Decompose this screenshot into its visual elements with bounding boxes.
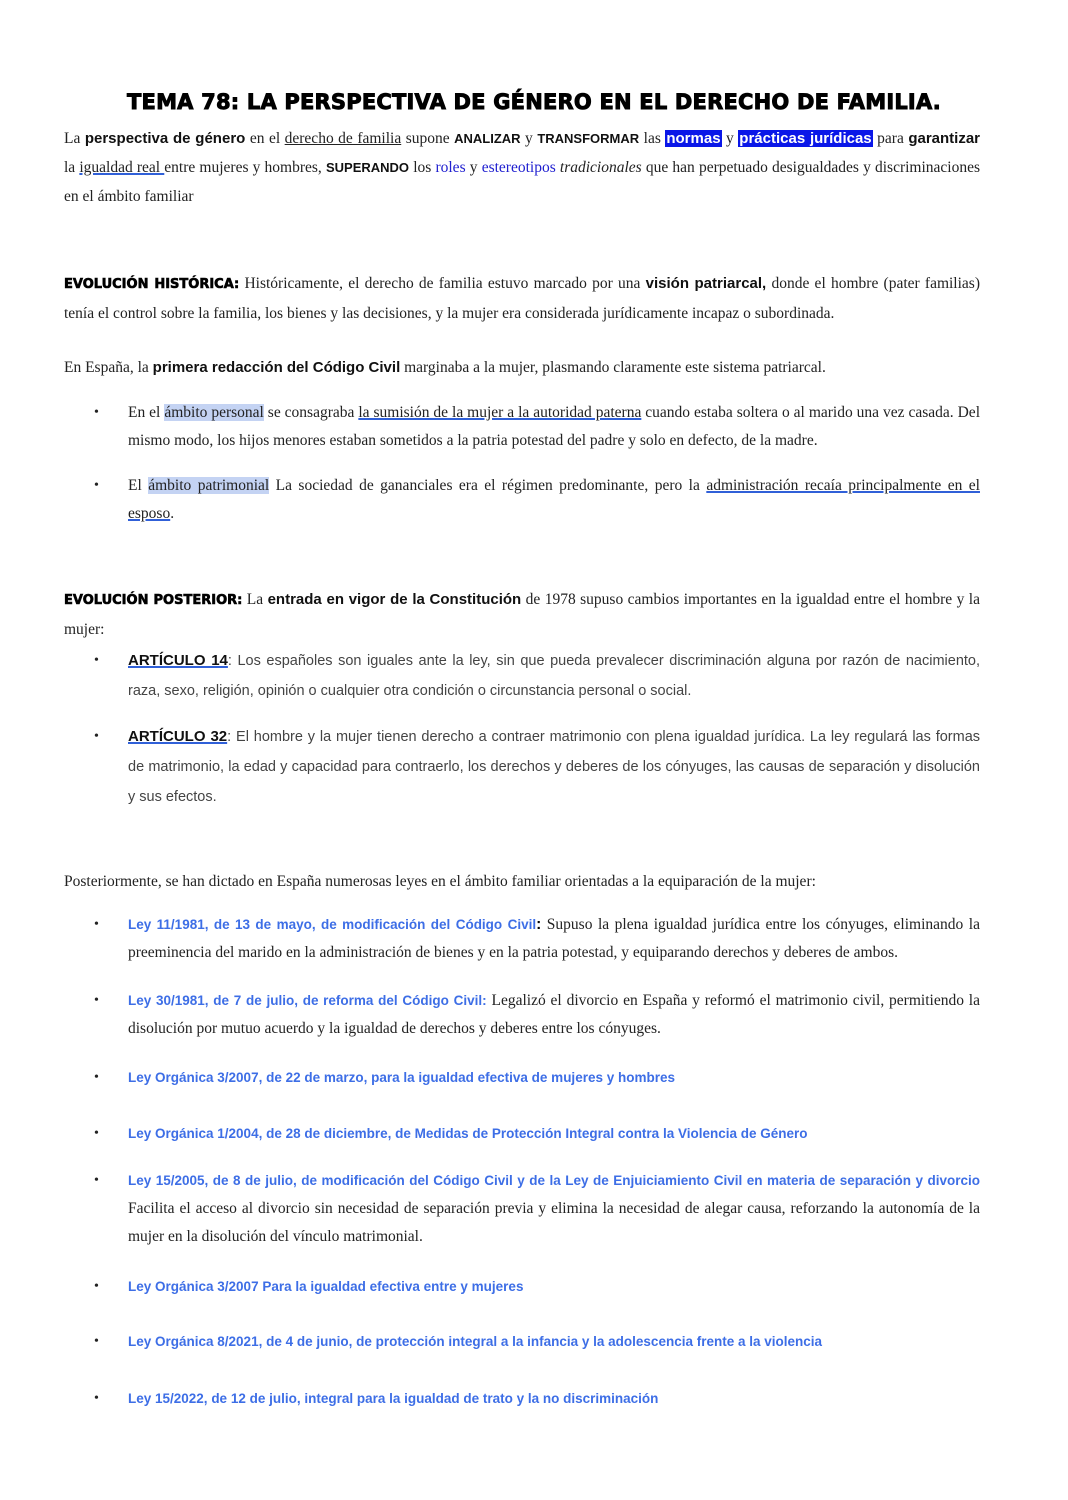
bold-text: garantizar xyxy=(908,130,981,147)
article-label: ARTÍCULO 32 xyxy=(128,728,228,745)
text: los xyxy=(409,159,436,176)
bullet-icon: • xyxy=(94,478,99,493)
section-heading: EVOLUCIÓN HISTÓRICA: xyxy=(64,277,240,292)
text: se consagraba xyxy=(263,404,359,421)
article-label: ARTÍCULO 14 xyxy=(128,652,228,669)
text: Facilita el acceso al divorcio sin necesidad de separación previa y elimina la necesidad de alegar causa, reforzando la autonomía de la mujer en la disolución del vínculo matrimonial. xyxy=(128,1200,980,1245)
bullet-icon: • xyxy=(94,1173,99,1188)
law-title: Ley Orgánica 8/2021, de 4 de junio, de protección integral a la infancia y la adolescencia frente a la violencia xyxy=(128,1334,823,1349)
underlined-text: derecho de familia xyxy=(284,130,402,147)
text: Históricamente, el derecho de familia estuvo marcado por una xyxy=(239,275,646,292)
caps-text: TRANSFORMAR xyxy=(537,131,640,146)
article-text: : Los españoles son iguales ante la ley, sin que pueda prevalecer discriminación alguna por razón de nacimiento, raza, sexo, religión, opinión o cualquier otra condición o circunstancia personal o social. xyxy=(128,653,981,699)
law-title: Ley 30/1981, de 7 de julio, de reforma del Código Civil: xyxy=(128,993,487,1008)
laws-intro-paragraph xyxy=(64,867,980,896)
text: La xyxy=(242,591,268,608)
law-title: Ley 15/2005, de 8 de julio, de modificación del Código Civil y de la Ley de Enjuiciamiento Civil en materia de separación y divorcio xyxy=(128,1173,980,1188)
text: cuando estaba soltera o al marido una vez casada. Del mismo modo, los hijos menores estaban sometidos a la patria potestad del padre y solo en defecto, de la madre. xyxy=(128,404,980,449)
list-item-article-32 xyxy=(94,722,981,812)
law-item xyxy=(94,1385,980,1413)
text: en el xyxy=(245,130,285,147)
list-item-article-14 xyxy=(94,646,981,706)
text: : xyxy=(536,916,542,933)
text: y xyxy=(465,159,482,176)
underlined-text: la sumisión de la mujer a la autoridad paterna xyxy=(358,404,642,421)
blue-text: roles xyxy=(435,159,466,176)
bullet-icon: • xyxy=(94,1126,99,1141)
bullet-icon: • xyxy=(94,405,99,420)
law-item xyxy=(94,1167,980,1251)
text: En el xyxy=(128,404,165,421)
law-item xyxy=(94,1328,980,1356)
caps-text: ANALIZAR xyxy=(454,131,521,146)
text: supone xyxy=(401,130,455,147)
law-item xyxy=(94,911,980,967)
text: de 1978 supuso cambios importantes en la igualdad entre el hombre y la mujer: xyxy=(64,591,980,638)
text: la xyxy=(64,159,80,176)
list-item xyxy=(94,399,980,455)
text: y xyxy=(520,130,538,147)
document-title: TEMA 78: LA PERSPECTIVA DE GÉNERO EN EL DERECHO DE FAMILIA. xyxy=(127,90,941,114)
highlighted-text: normas xyxy=(666,130,721,147)
text: marginaba a la mujer, plasmando claramente este sistema patriarcal. xyxy=(400,359,826,376)
law-title: Ley Orgánica 1/2004, de 28 de diciembre, de Medidas de Protección Integral contra la Violencia de Género xyxy=(128,1126,808,1141)
italic-text: tradicionales xyxy=(559,159,642,176)
selected-text: ámbito personal xyxy=(164,404,264,421)
text: que han perpetuado desigualdades y discriminaciones en el ámbito familiar xyxy=(64,159,981,205)
section-heading: EVOLUCIÓN POSTERIOR: xyxy=(64,593,243,608)
law-item xyxy=(94,1120,980,1148)
selected-text: ámbito patrimonial xyxy=(148,477,270,494)
law-item xyxy=(94,1064,980,1092)
text: Posteriormente, se han dictado en España numerosas leyes en el ámbito familiar orientadas a la equiparación de la mujer: xyxy=(64,873,816,890)
text: donde el hombre (pater familias) tenía el control sobre la familia, los bienes y las decisiones, y la mujer era considerada jurídicamente incapaz o subordinada. xyxy=(64,275,980,322)
bullet-icon: • xyxy=(94,1391,99,1406)
bullet-icon: • xyxy=(94,1334,99,1349)
bold-text: entrada en vigor de la Constitución xyxy=(267,591,522,608)
bullet-icon: • xyxy=(94,653,99,668)
historical-evolution-paragraph xyxy=(64,269,980,328)
bullet-icon: • xyxy=(94,917,99,932)
civil-code-paragraph xyxy=(64,353,980,382)
article-text: : El hombre y la mujer tienen derecho a contraer matrimonio con plena igualdad jurídica. La ley regulará las formas de matrimonio, la edad y capacidad para contraerlo, los derechos y deberes de los cónyuges, las causas de separación y disolución y sus efectos. xyxy=(128,729,981,805)
intro-paragraph xyxy=(64,124,980,211)
bullet-icon: • xyxy=(94,729,99,744)
list-item xyxy=(94,472,980,528)
bullet-icon: • xyxy=(94,1070,99,1085)
text: En España, la xyxy=(64,359,153,376)
text: . xyxy=(170,505,175,522)
law-title: Ley Orgánica 3/2007 Para la igualdad efectiva entre y mujeres xyxy=(128,1279,524,1294)
law-title: Ley Orgánica 3/2007, de 22 de marzo, para la igualdad efectiva de mujeres y hombres xyxy=(128,1070,675,1085)
underlined-text: igualdad real xyxy=(79,159,165,176)
text: para xyxy=(872,130,909,147)
bold-text: primera redacción del Código Civil xyxy=(152,359,401,376)
law-title: Ley 11/1981, de 13 de mayo, de modificación del Código Civil xyxy=(128,917,537,932)
law-title: Ley 15/2022, de 12 de julio, integral para la igualdad de trato y la no discriminación xyxy=(128,1391,659,1406)
text: Supuso la plena igualdad jurídica entre los cónyuges, eliminando la preeminencia del marido en la administración de bienes y en la patria potestad, y equiparando derechos y deberes de ambos. xyxy=(128,916,980,961)
later-evolution-paragraph xyxy=(64,585,980,644)
text: y xyxy=(721,130,739,147)
text: La xyxy=(64,130,85,147)
law-item xyxy=(94,1273,980,1301)
bold-text: visión patriarcal, xyxy=(645,275,767,292)
text: entre mujeres y hombres, xyxy=(164,159,326,176)
bullet-icon: • xyxy=(94,993,99,1008)
text: las xyxy=(639,130,666,147)
text: El xyxy=(128,477,149,494)
highlighted-text: prácticas jurídicas xyxy=(739,130,872,147)
underlined-text: administración recaía principalmente en el esposo xyxy=(128,477,980,522)
bold-text: perspectiva de género xyxy=(84,130,246,147)
text: Legalizó el divorcio en España y reformó el matrimonio civil, permitiendo la disolución por mutuo acuerdo y la igualdad de derechos y deberes entre los cónyuges. xyxy=(128,992,980,1037)
bullet-icon: • xyxy=(94,1279,99,1294)
text: La sociedad de gananciales era el régimen predominante, pero la xyxy=(269,477,707,494)
blue-text: estereotipos xyxy=(481,159,556,176)
caps-text: SUPERANDO xyxy=(325,160,410,175)
law-item xyxy=(94,987,980,1043)
